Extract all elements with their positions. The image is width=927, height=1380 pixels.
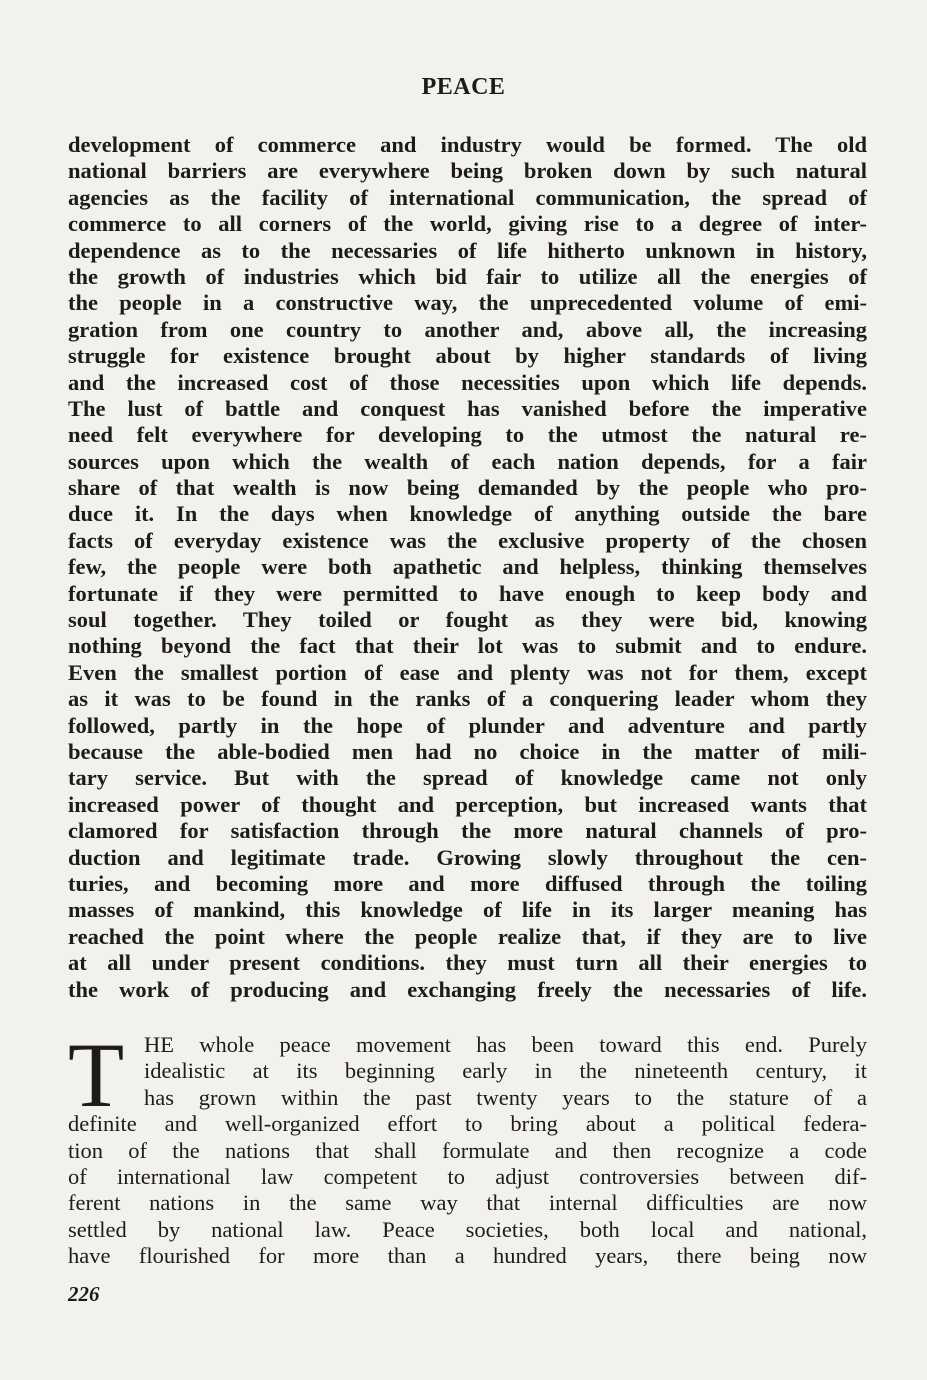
text-line: national barriers are everywhere being broken down by such natural xyxy=(68,158,867,184)
text-line: masses of mankind, this knowledge of life in its larger meaning has xyxy=(68,897,867,923)
text-line: tary service. But with the spread of knowledge came not only xyxy=(68,765,867,791)
text-line: commerce to all corners of the world, giving rise to a degree of inter- xyxy=(68,211,867,237)
text-line: increased power of thought and perception, but increased wants that xyxy=(68,791,867,817)
text-line: of international law competent to adjust controversies between dif- xyxy=(68,1163,867,1189)
text-line: tion of the nations that shall formulate and then recognize a code xyxy=(68,1137,867,1163)
running-head-title: PEACE xyxy=(421,74,506,100)
text-line: share of that wealth is now being demanded by the people who pro- xyxy=(68,475,867,501)
text-line: dependence as to the necessaries of life hitherto unknown in history, xyxy=(68,237,867,263)
text-line: sources upon which the wealth of each nation depends, for a fair xyxy=(68,448,867,474)
text-line: ferent nations in the same way that internal difficulties are now xyxy=(68,1190,867,1216)
text-line: gration from one country to another and, above all, the increasing xyxy=(68,316,867,342)
text-line: fortunate if they were permitted to have enough to keep body and xyxy=(68,580,867,606)
text-line: reached the point where the people realize that, if they are to live xyxy=(68,923,867,949)
text-line: need felt everywhere for developing to the utmost the natural re- xyxy=(68,422,867,448)
text-line: Even the smallest portion of ease and plenty was not for them, except xyxy=(68,659,867,685)
text-line: because the able-bodied men had no choice in the matter of mili- xyxy=(68,738,867,764)
text-line: duce it. In the days when knowledge of anything outside the bare xyxy=(68,501,867,527)
text-line: struggle for existence brought about by higher standards of living xyxy=(68,343,867,369)
text-line: turies, and becoming more and more diffused through the toiling xyxy=(68,870,867,896)
text-line: settled by national law. Peace societies, both local and national, xyxy=(68,1216,867,1242)
text-line: agencies as the facility of international communication, the spread of xyxy=(68,184,867,210)
text-line: nothing beyond the fact that their lot was to submit and to endure. xyxy=(68,633,867,659)
text-line: clamored for satisfaction through the more natural channels of pro- xyxy=(68,818,867,844)
text-line: the work of producing and exchanging freely the necessaries of life. xyxy=(68,976,867,1002)
text-line: development of commerce and industry would be formed. The old xyxy=(68,132,867,157)
text-line: and the increased cost of those necessities upon which life depends. xyxy=(68,369,867,395)
text-line: as it was to be found in the ranks of a conquering leader whom they xyxy=(68,686,867,712)
text-line: definite and well-organized effort to bring about a political federa- xyxy=(68,1111,867,1137)
text-line: has grown within the past twenty years to the stature of a xyxy=(144,1084,867,1110)
text-line: the growth of industries which bid fair to utilize all the energies of xyxy=(68,263,867,289)
text-line: few, the people were both apathetic and helpless, thinking themselves xyxy=(68,554,867,580)
text-line: duction and legitimate trade. Growing slowly throughout the cen- xyxy=(68,844,867,870)
text-line: have flourished for more than a hundred years, there being now xyxy=(68,1243,867,1269)
drop-cap-letter: T xyxy=(68,1024,125,1126)
paragraph-2 xyxy=(68,1024,867,1270)
text-line: at all under present conditions. they must turn all their energies to xyxy=(68,950,867,976)
text-line: the people in a constructive way, the unprecedented volume of emi- xyxy=(68,290,867,316)
page-number: 226 xyxy=(68,1282,100,1306)
text-line: The lust of battle and conquest has vanished before the imperative xyxy=(68,395,867,421)
paragraph-1 xyxy=(68,132,867,1003)
text-line: HE whole peace movement has been toward this end. Purely xyxy=(144,1032,867,1057)
text-line: followed, partly in the hope of plunder and adventure and partly xyxy=(68,712,867,738)
text-line: facts of everyday existence was the exclusive property of the chosen xyxy=(68,527,867,553)
text-line: idealistic at its beginning early in the nineteenth century, it xyxy=(144,1058,867,1084)
text-line: soul together. They toiled or fought as they were bid, knowing xyxy=(68,607,867,633)
